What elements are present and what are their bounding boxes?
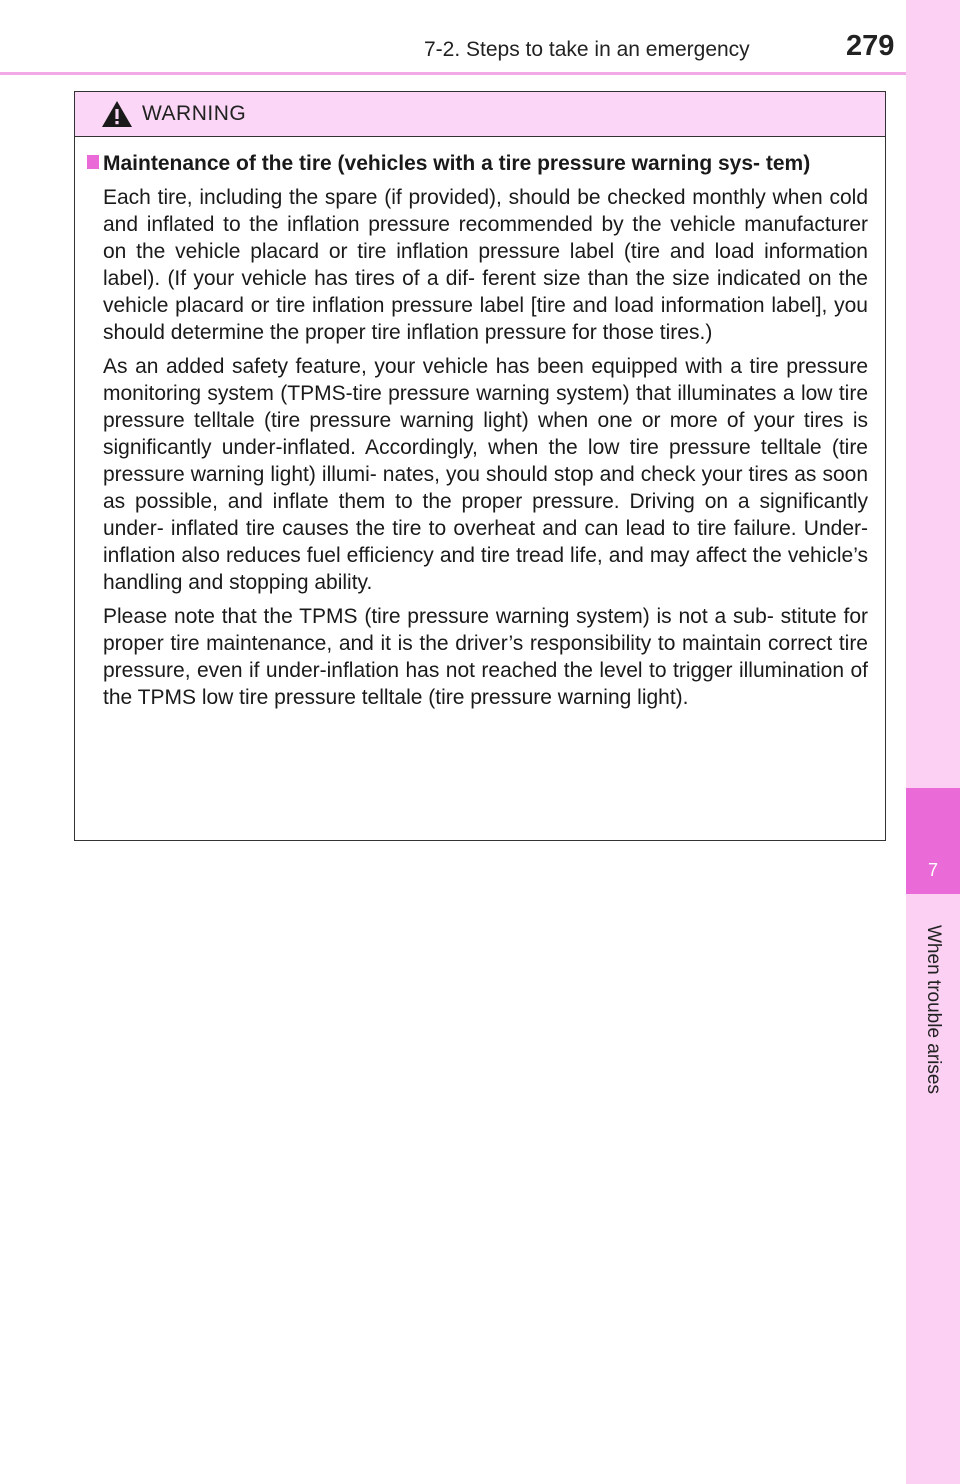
paragraph: Please note that the TPMS (tire pressure warning system) is not a sub- stitute for proper tire maintenance, and it is the driver’s responsibility to maintain correct tire pressure, even if under-inflation has not reached the level to trigger illumination of the TPMS low tire pressure telltale (tire pressure warning light).	[103, 605, 868, 709]
item-heading	[103, 150, 868, 177]
chapter-title-container	[908, 925, 958, 1135]
warning-content	[75, 137, 885, 711]
warning-triangle-icon	[101, 100, 133, 128]
warning-box	[74, 91, 886, 841]
section-title: 7-2. Steps to take in an emergency	[424, 38, 750, 61]
chapter-title: When trouble arises	[923, 925, 944, 1094]
chapter-number: 7	[927, 860, 938, 880]
page-number: 279	[846, 30, 895, 62]
header-rule	[0, 72, 906, 75]
square-bullet-icon	[87, 155, 99, 169]
item-title: Maintenance of the tire (vehicles with a tire pressure warning sys- tem)	[103, 152, 811, 175]
warning-label: WARNING	[142, 102, 247, 125]
paragraph: As an added safety feature, your vehicle has been equipped with a tire pressure monitoring system (TPMS-tire pressure warning system) that illuminates a low tire pressure telltale (tire pressure warning light) when one or more of your tires is significantly under-inflated. Accordingly, when the low tire pressure telltale (tire pressure warning light) illumi- nates, you should stop and check your tires as soon as possible, and inflate them to the proper pressure. Driving on a significantly under- inflated tire causes the tire to overheat and can lead to tire failure. Under-inflation also reduces fuel efficiency and tire tread life, and may affect the vehicle’s handling and stopping ability.	[103, 355, 868, 594]
warning-header	[75, 92, 885, 137]
paragraph: Each tire, including the spare (if provided), should be checked monthly when cold and inflated to the inflation pressure recommended by the vehicle manufacturer on the vehicle placard or tire inflation pressure label (tire and load information label). (If your vehicle has tires of a dif- ferent size than the size indicated on the vehicle placard or tire inflation pressure label [tire and load information label], you should determine the proper tire inflation pressure for those tires.)	[103, 186, 868, 344]
chapter-side-tab[interactable]	[906, 0, 960, 1484]
